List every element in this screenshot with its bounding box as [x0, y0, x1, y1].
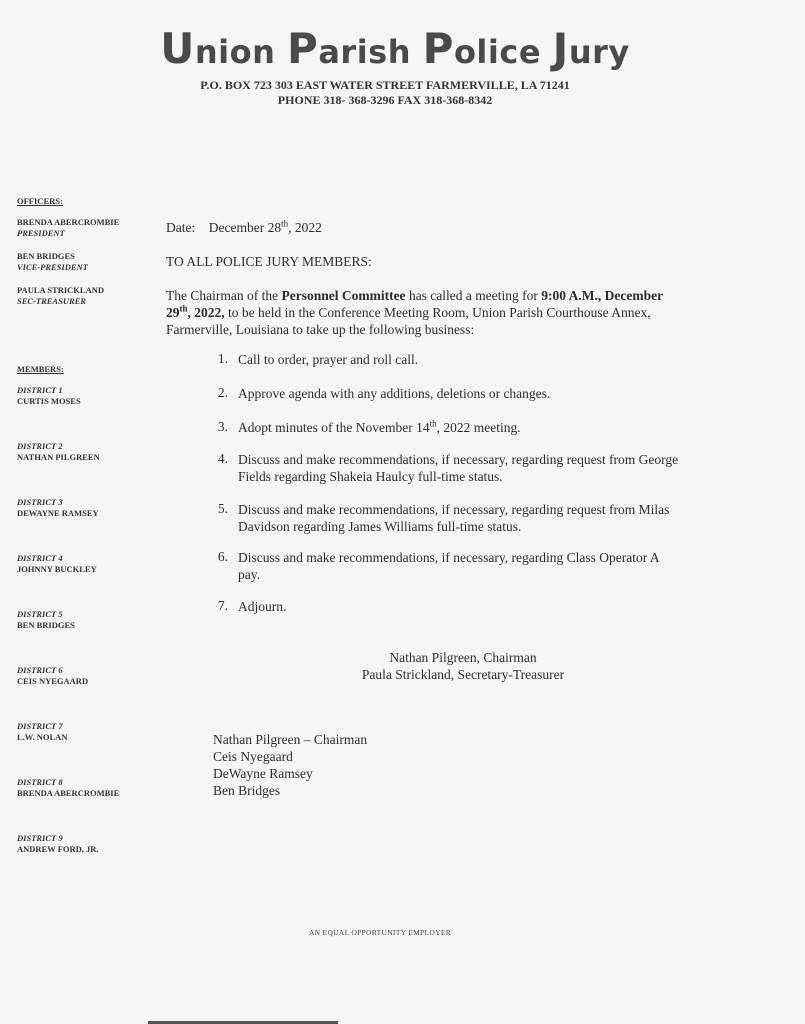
agenda-item-number: 7.	[217, 598, 228, 613]
letterhead-title: Union Parish Police Jury	[160, 24, 630, 73]
agenda-item-text: Approve agenda with any additions, deletions or changes.	[238, 386, 551, 401]
agenda-item-text: Discuss and make recommendations, if necessary, regarding Class Operator A pay.	[238, 550, 660, 582]
footer-equal-opportunity: AN EQUAL OPPORTUNITY EMPLOYER	[308, 928, 452, 937]
member-district: DISTRICT 7	[17, 721, 63, 731]
letterhead-address: P.O. BOX 723 303 EAST WATER STREET FARMERVILLE, LA 71241	[200, 78, 570, 92]
signature-secretary: Paula Strickland, Secretary-Treasurer	[361, 667, 565, 682]
member-name: ANDREW FORD, JR.	[17, 844, 99, 854]
member-district: DISTRICT 8	[17, 777, 63, 787]
agenda-item-text: Discuss and make recommendations, if necessary, regarding request from George Fields regarding Shakeia Haulcy full-time status.	[238, 452, 679, 484]
member-district: DISTRICT 2	[17, 441, 63, 451]
agenda-item-number: 6.	[217, 549, 228, 564]
members-heading: MEMBERS:	[17, 364, 64, 374]
member-name: NATHAN PILGREEN	[17, 452, 100, 462]
agenda-item-number: 5.	[217, 501, 228, 516]
officer-name: PAULA STRICKLAND	[17, 285, 104, 295]
letterhead-phone: PHONE 318- 368-3296 FAX 318-368-8342	[277, 93, 493, 107]
member-district: DISTRICT 3	[17, 497, 63, 507]
member-name: DEWAYNE RAMSEY	[17, 508, 99, 518]
agenda-item-number: 2.	[217, 385, 228, 400]
member-name: CURTIS MOSES	[17, 396, 81, 406]
member-district: DISTRICT 5	[17, 609, 63, 619]
member-name: CEIS NYEGAARD	[17, 676, 89, 686]
letter-date: Date: December 28th, 2022	[166, 218, 322, 235]
committee-member: Ben Bridges	[213, 783, 281, 798]
member-district: DISTRICT 9	[17, 833, 63, 843]
committee-member: Nathan Pilgreen – Chairman	[213, 732, 368, 747]
agenda-item-text: Call to order, prayer and roll call.	[238, 352, 419, 367]
member-district: DISTRICT 6	[17, 665, 63, 675]
agenda-item-number: 3.	[217, 419, 228, 434]
officer-role: PRESIDENT	[17, 228, 65, 238]
member-district: DISTRICT 1	[17, 385, 63, 395]
officer-name: BEN BRIDGES	[17, 251, 75, 261]
officer-role: VICE-PRESIDENT	[17, 262, 88, 272]
agenda-item-number: 4.	[217, 451, 228, 466]
officer-name: BRENDA ABERCROMBIE	[17, 217, 120, 227]
agenda-item-text: Adopt minutes of the November 14th, 2022 meeting.	[238, 418, 521, 435]
member-district: DISTRICT 4	[17, 553, 63, 563]
letter-intro-paragraph: The Chairman of the Personnel Committee has called a meeting for 9:00 A.M., December 29th, 2022, to be held in the Conference Meeting Room, Union Parish Courthouse Annex, Farmerville, Louisiana to take up the following business:	[166, 288, 664, 337]
member-name: JOHNNY BUCKLEY	[17, 564, 97, 574]
committee-member: Ceis Nyegaard	[213, 749, 293, 764]
committee-member: DeWayne Ramsey	[213, 766, 313, 781]
member-name: L.W. NOLAN	[17, 732, 68, 742]
agenda-item-text: Adjourn.	[238, 599, 287, 614]
officer-role: SEC-TREASURER	[17, 296, 86, 306]
officers-heading: OFFICERS:	[17, 196, 63, 206]
member-name: BEN BRIDGES	[17, 620, 75, 630]
member-name: BRENDA ABERCROMBIE	[17, 788, 120, 798]
agenda-item-number: 1.	[217, 351, 228, 366]
agenda-item-text: Discuss and make recommendations, if necessary, regarding request from Milas Davidson regarding James Williams full-time status.	[238, 502, 670, 534]
letter-salutation: TO ALL POLICE JURY MEMBERS:	[166, 254, 372, 269]
signature-chairman: Nathan Pilgreen, Chairman	[389, 650, 537, 665]
